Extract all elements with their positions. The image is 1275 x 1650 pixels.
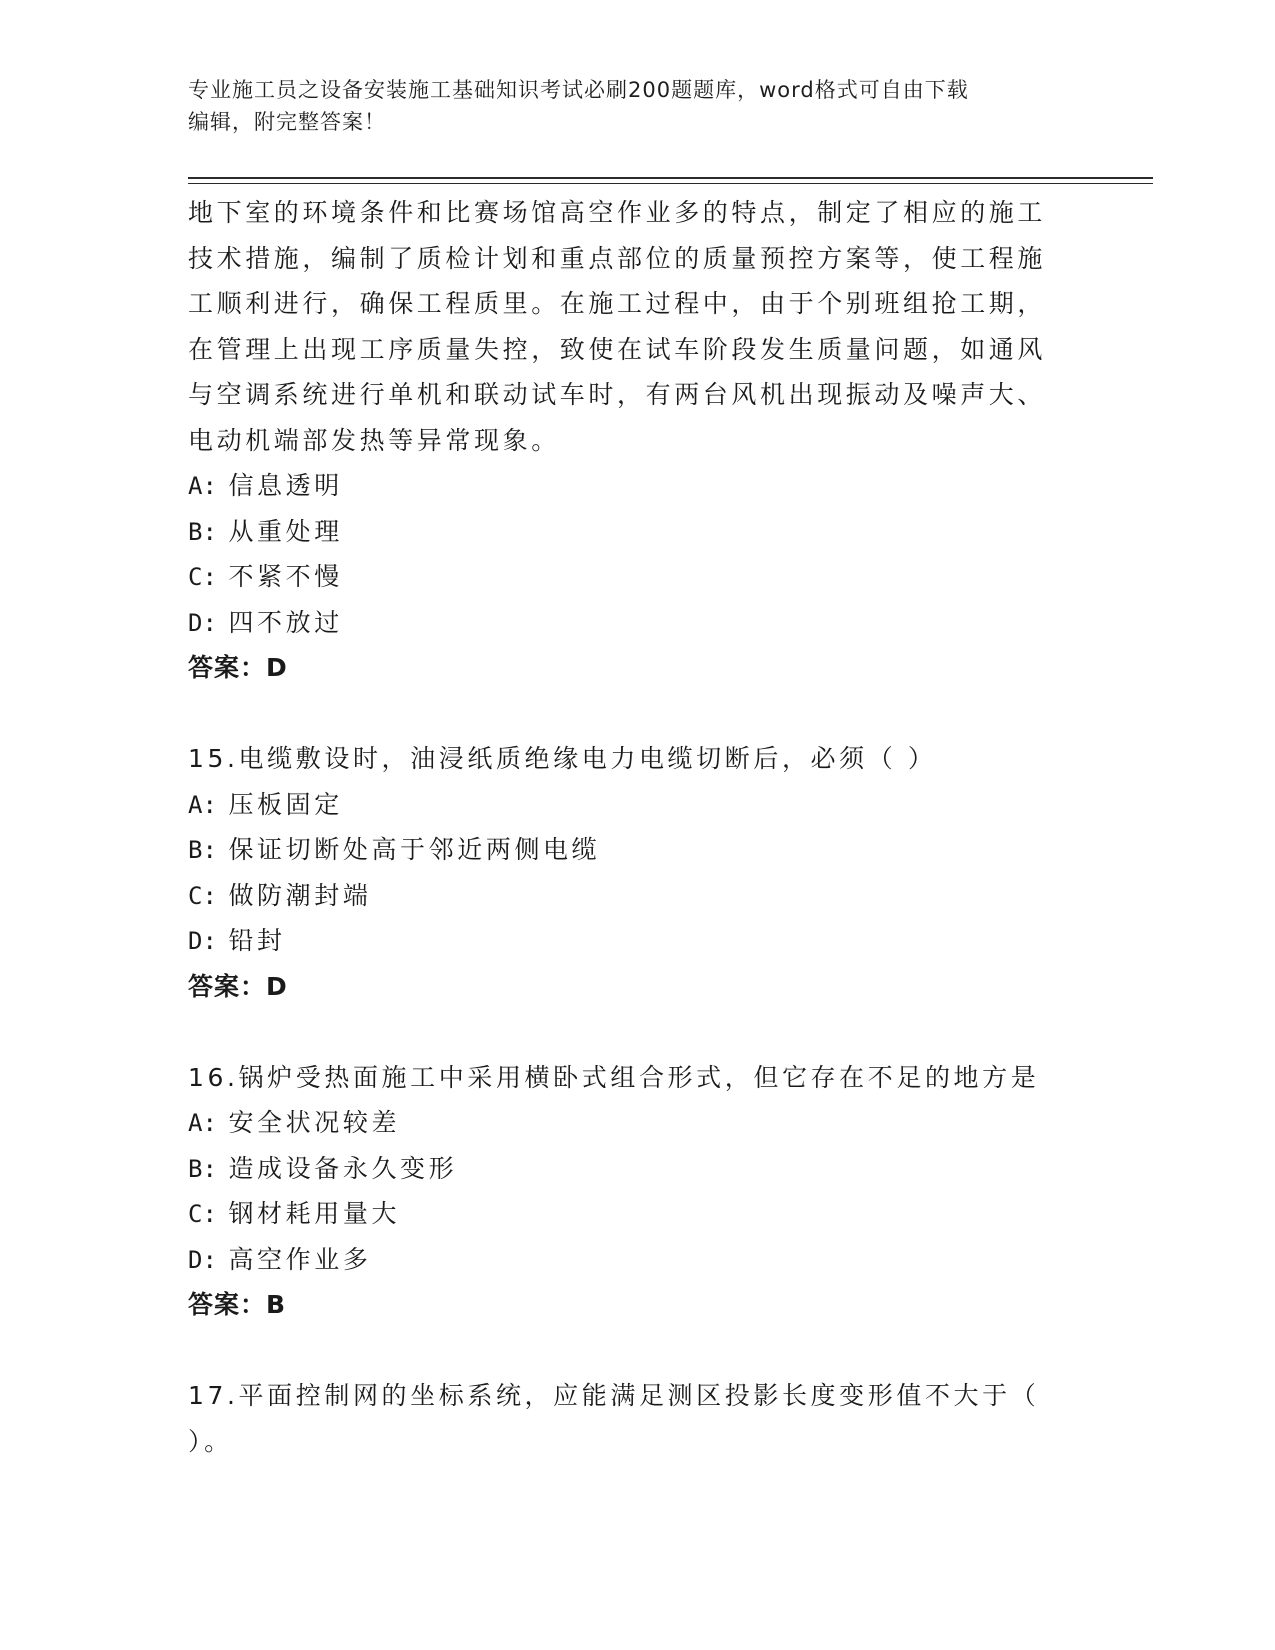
option-letter: B: xyxy=(188,1154,217,1183)
question-text-line: 地下室的环境条件和比赛场馆高空作业多的特点，制定了相应的施工 xyxy=(188,198,1047,227)
option-text: 信息透明 xyxy=(228,471,343,500)
question-text-line: 17.平面控制网的坐标系统，应能满足测区投影长度变形值不大于（ xyxy=(188,1381,1040,1410)
question-15 xyxy=(188,736,1068,1009)
answer-line: 答案：D xyxy=(188,971,288,1001)
option-letter: B: xyxy=(188,517,217,546)
option-c xyxy=(188,873,1068,919)
header-divider-thin xyxy=(188,183,1153,184)
question-text-line: 16.锅炉受热面施工中采用横卧式组合形式，但它存在不足的地方是 xyxy=(188,1062,1040,1092)
option-text: 安全状况较差 xyxy=(228,1108,401,1137)
option-letter: C: xyxy=(188,563,217,591)
option-b xyxy=(188,509,1068,555)
spacer xyxy=(188,691,1068,737)
option-c xyxy=(188,554,1068,600)
option-c xyxy=(188,1191,1068,1237)
option-text: 保证切断处高于邻近两侧电缆 xyxy=(228,835,601,864)
question-text-line: 在管理上出现工序质量失控，致使在试车阶段发生质量问题，如通风 xyxy=(188,334,1047,364)
option-letter: C: xyxy=(188,1200,217,1228)
option-text: 做防潮封端 xyxy=(228,880,372,910)
question-text-line: 15.电缆敷设时，油浸纸质绝缘电力电缆切断后，必须（ ） xyxy=(188,744,937,773)
question-text-line: ）。 xyxy=(188,1426,233,1456)
option-letter: D: xyxy=(188,927,217,955)
option-d xyxy=(188,600,1068,646)
option-a xyxy=(188,463,1068,509)
header-line-1: 专业施工员之设备安装施工基础知识考试必刷200题题库，word格式可自由下载 xyxy=(188,78,969,102)
question-text-line: 工顺利进行，确保工程质里。在施工过程中，由于个别班组抢工期， xyxy=(188,289,1047,318)
option-text: 从重处理 xyxy=(228,516,343,546)
option-b xyxy=(188,1146,1068,1192)
option-letter: A: xyxy=(188,1109,217,1137)
question-text-line: 电动机端部发热等异常现象。 xyxy=(188,425,560,455)
question-16 xyxy=(188,1055,1068,1328)
option-text: 铅封 xyxy=(228,926,286,955)
option-text: 造成设备永久变形 xyxy=(228,1153,458,1183)
option-letter: A: xyxy=(188,472,217,500)
header-line-2: 编辑，附完整答案！ xyxy=(188,110,386,134)
option-b xyxy=(188,827,1068,873)
option-text: 高空作业多 xyxy=(228,1244,372,1274)
option-a xyxy=(188,782,1068,828)
question-text-line: 技术措施，编制了质检计划和重点部位的质量预控方案等，使工程施 xyxy=(188,243,1047,273)
answer-line: 答案：B xyxy=(188,1290,287,1319)
answer-line: 答案：D xyxy=(188,653,288,682)
option-d xyxy=(188,918,1068,964)
header-divider-thick xyxy=(188,177,1153,179)
option-letter: D: xyxy=(188,608,217,637)
option-letter: D: xyxy=(188,1245,217,1274)
question-14 xyxy=(188,190,1068,691)
spacer xyxy=(188,1328,1068,1374)
option-text: 不紧不慢 xyxy=(228,562,343,591)
option-d xyxy=(188,1237,1068,1283)
option-text: 压板固定 xyxy=(228,789,343,819)
document-body xyxy=(188,190,1068,1464)
option-text: 四不放过 xyxy=(228,607,343,637)
question-17 xyxy=(188,1373,1068,1464)
option-letter: B: xyxy=(188,836,217,864)
option-text: 钢材耗用量大 xyxy=(228,1199,401,1228)
option-letter: A: xyxy=(188,790,217,819)
option-a xyxy=(188,1100,1068,1146)
spacer xyxy=(188,1009,1068,1055)
question-text-line: 与空调系统进行单机和联动试车时，有两台风机出现振动及噪声大、 xyxy=(188,380,1047,409)
option-letter: C: xyxy=(188,881,217,910)
document-header xyxy=(188,74,1088,138)
